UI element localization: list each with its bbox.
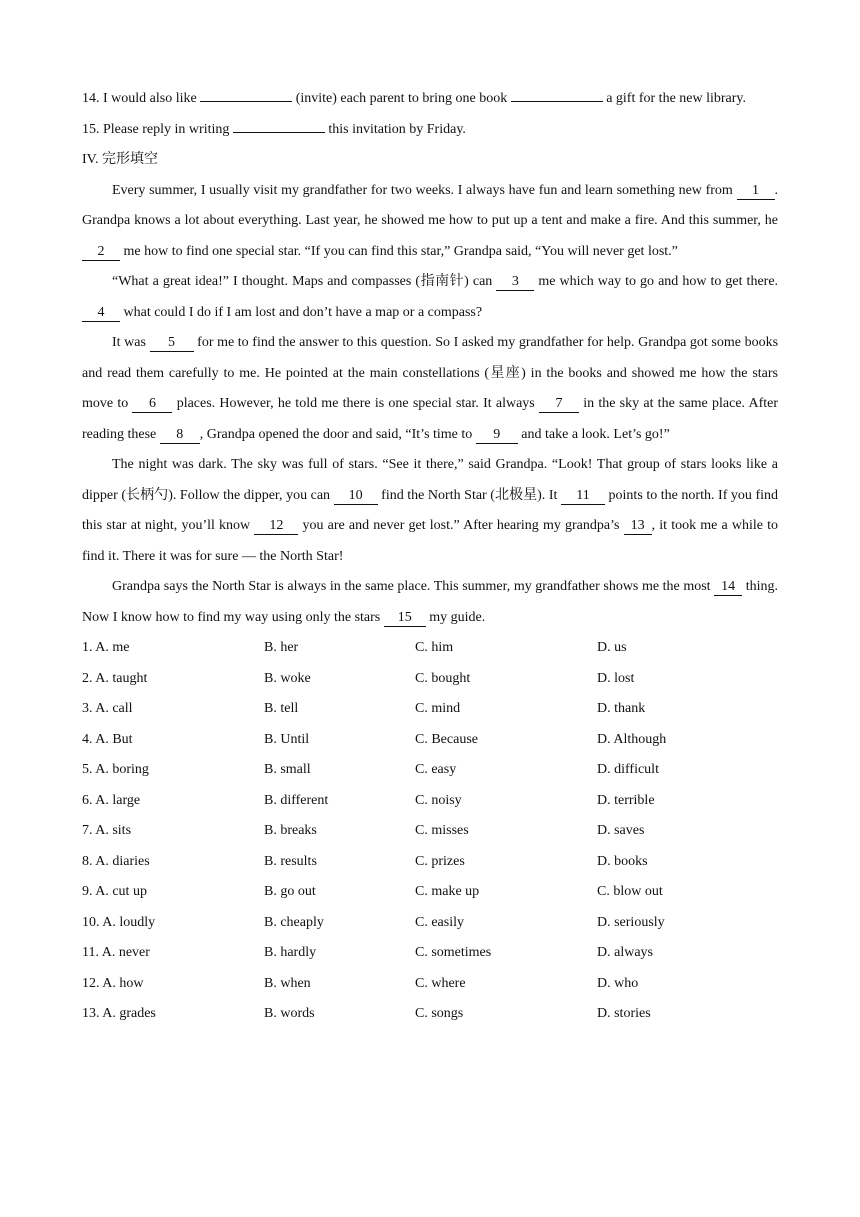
option-choice: D. who: [597, 975, 639, 991]
answer-blank: [511, 87, 603, 102]
option-choice: D. terrible: [597, 792, 655, 808]
option-choice: C. him: [415, 640, 454, 655]
cloze-blank: 1: [737, 183, 775, 200]
option-choice: C. Because: [415, 731, 478, 747]
option-row: [82, 969, 778, 1000]
option-choice: D. always: [597, 945, 653, 960]
passage-paragraph-4: The night was dark. The sky was full of stars. “See it there,” said Grandpa. “Look! That group of stars looks like a dipper (长柄勺). Follow the dipper, you can 10 find the North Star (北极星). It 11 points to the north. If you find this star at night, you’ll know 12 you are and never get lost.” After hearing my grandpa’s 13 , it took me a while to find it. There it was for sure — the North Star!: [82, 457, 779, 564]
option-choice: B. woke: [264, 670, 311, 686]
option-choice: 13. A. grades: [82, 1006, 156, 1021]
option-choice: D. stories: [597, 1006, 651, 1021]
answer-options: [82, 633, 778, 1030]
option-choice: 3. A. call: [82, 701, 133, 716]
option-choice: D. us: [597, 640, 627, 655]
cloze-blank: 11: [561, 488, 605, 505]
option-choice: B. Until: [264, 731, 310, 747]
option-row: [82, 725, 778, 756]
passage-paragraph-3: It was 5 for me to find the answer to this question. So I asked my grandfather for help. Grandpa got some books and read them carefully to me. He pointed at the main constellations (星座) in the books and showed me how the stars move to 6 places. However, he told me there is one special star. It always 7 in the sky at the same place. After reading these 8 , Grandpa opened the door and said, “It’s time to 9 and take a look. Let’s go!”: [82, 335, 779, 442]
option-choice: B. results: [264, 853, 317, 869]
option-choice: C. sometimes: [415, 945, 492, 960]
worksheet-page: [82, 84, 778, 1030]
cloze-blank: 15: [384, 610, 426, 627]
option-row: [82, 816, 778, 847]
option-choice: 4. A. But: [82, 731, 133, 747]
option-choice: B. words: [264, 1006, 315, 1021]
option-choice: D. saves: [597, 823, 645, 838]
option-choice: 5. A. boring: [82, 762, 149, 777]
option-choice: B. go out: [264, 884, 316, 899]
option-choice: B. tell: [264, 701, 299, 716]
passage-paragraph-1: Every summer, I usually visit my grandfather for two weeks. I always have fun and learn something new from 1 . Grandpa knows a lot about everything. Last year, he showed me how to put up a tent and make a fire. And this summer, he 2 me how to find one special star. “If you can find this star,” Grandpa said, “You will never get lost.”: [82, 182, 778, 259]
passage-paragraph-5: Grandpa says the North Star is always in the same place. This summer, my grandfather shows me the most 14 thing. Now I know how to find my way using only the stars 15 my guide.: [82, 579, 778, 625]
option-choice: 2. A. taught: [82, 670, 148, 686]
cloze-blank: 4: [82, 305, 120, 322]
option-choice: C. misses: [415, 823, 469, 838]
option-choice: 1. A. me: [82, 640, 130, 655]
option-row: [82, 847, 778, 878]
cloze-blank: 2: [82, 244, 120, 261]
option-choice: B. cheaply: [264, 914, 324, 930]
option-row: [82, 877, 778, 908]
cloze-blank: 6: [132, 396, 172, 413]
option-choice: C. where: [415, 975, 466, 991]
option-choice: B. her: [264, 640, 299, 655]
option-choice: D. Although: [597, 731, 667, 747]
option-choice: C. mind: [415, 701, 461, 716]
option-row: [82, 908, 778, 939]
option-choice: 11. A. never: [82, 945, 150, 960]
option-choice: C. make up: [415, 884, 480, 899]
option-choice: B. different: [264, 792, 329, 808]
question-14: 14. I would also like (invite) each parent to bring one book a gift for the new library.: [82, 84, 778, 115]
option-choice: D. seriously: [597, 914, 665, 930]
option-choice: C. noisy: [415, 792, 462, 808]
option-choice: B. hardly: [264, 945, 317, 960]
option-row: [82, 664, 778, 695]
cloze-blank: 8: [160, 427, 200, 444]
option-choice: D. lost: [597, 670, 635, 686]
option-choice: C. blow out: [597, 884, 663, 899]
option-choice: 10. A. loudly: [82, 914, 156, 930]
cloze-blank: 9: [476, 427, 518, 444]
cloze-blank: 13: [624, 518, 652, 535]
option-row: [82, 755, 778, 786]
cloze-blank: 5: [150, 335, 194, 352]
cloze-blank: 7: [539, 396, 579, 413]
option-choice: B. when: [264, 975, 311, 991]
answer-blank: [233, 118, 325, 133]
option-choice: D. difficult: [597, 762, 659, 777]
option-choice: C. easily: [415, 914, 464, 930]
question-15: 15. Please reply in writing this invitation by Friday.: [82, 115, 778, 146]
option-row: [82, 786, 778, 817]
option-row: [82, 999, 778, 1030]
option-choice: C. songs: [415, 1006, 464, 1021]
cloze-blank: 12: [254, 518, 298, 535]
option-choice: B. breaks: [264, 823, 317, 838]
option-choice: D. thank: [597, 701, 646, 716]
option-choice: 8. A. diaries: [82, 853, 150, 869]
option-row: [82, 633, 778, 664]
option-choice: D. books: [597, 853, 648, 869]
cloze-blank: 10: [334, 488, 378, 505]
option-choice: B. small: [264, 762, 311, 777]
option-choice: 7. A. sits: [82, 823, 132, 838]
option-choice: C. bought: [415, 670, 471, 686]
cloze-blank: 3: [496, 274, 534, 291]
option-choice: C. easy: [415, 762, 457, 777]
option-choice: 9. A. cut up: [82, 884, 147, 899]
section-title: IV. 完形填空: [82, 152, 158, 167]
cloze-blank: 14: [714, 579, 742, 596]
option-choice: 6. A. large: [82, 792, 141, 808]
option-choice: 12. A. how: [82, 975, 144, 991]
option-row: [82, 938, 778, 969]
option-row: [82, 694, 778, 725]
passage-paragraph-2: “What a great idea!” I thought. Maps and compasses (指南针) can 3 me which way to go and how to get there. 4 what could I do if I am lost and don’t have a map or a compass?: [82, 267, 778, 328]
option-choice: C. prizes: [415, 853, 465, 869]
answer-blank: [200, 87, 292, 102]
